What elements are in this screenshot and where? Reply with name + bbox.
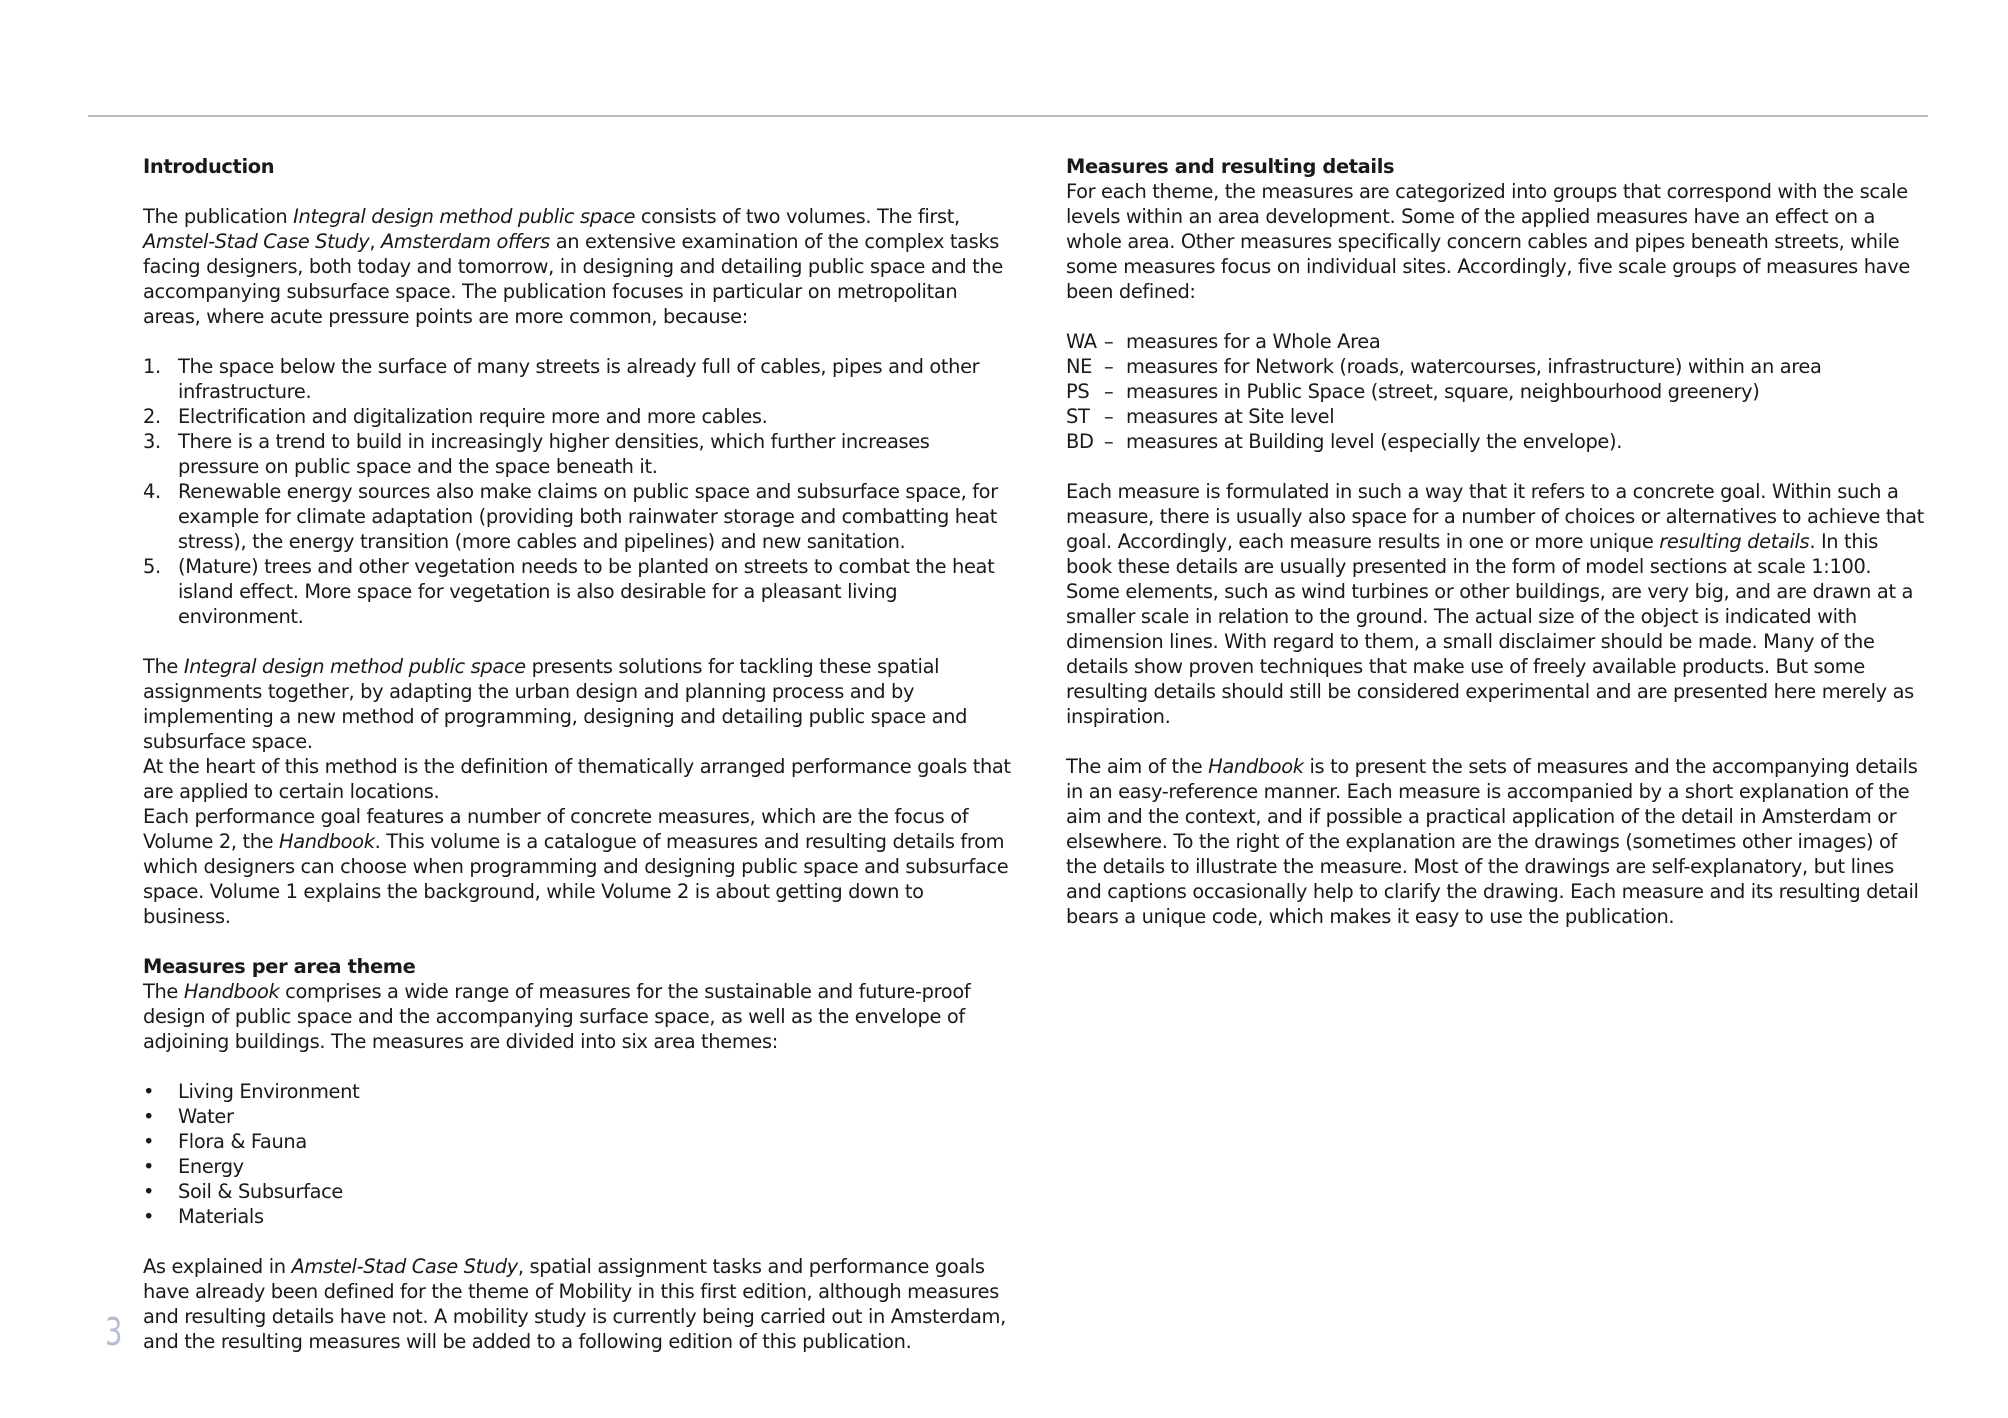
- list-item: 3. There is a trend to build in increasingly higher densities, which further increases pressure on public space and the space beneath it.: [143, 430, 930, 478]
- volume-paragraph: Each performance goal features a number of concrete measures, which are the focus of Volume 2, the Handbook. This volume is a catalogue of measures and resulting details from which designers can choose when programming and designing public space and subsurface space. Volume 1 explains the background, while Volume 2 is about getting down to business.: [143, 805, 1009, 928]
- list-item: 5. (Mature) trees and other vegetation needs to be planted on streets to combat the heat island effect. More space for vegetation is also desirable for a pleasant living environment.: [143, 555, 995, 628]
- left-column: [143, 154, 1013, 1354]
- scale-groups-list: [1066, 329, 1926, 454]
- list-item: • Living Environment: [143, 1080, 360, 1103]
- page-number: 3: [105, 1310, 123, 1354]
- header-rule: [88, 115, 1928, 117]
- list-item: WA – measures for a Whole Area: [1066, 330, 1381, 353]
- list-item: ST – measures at Site level: [1066, 405, 1335, 428]
- list-item: PS – measures in Public Space (street, square, neighbourhood greenery): [1066, 380, 1760, 403]
- list-item: • Soil & Subsurface: [143, 1180, 344, 1203]
- list-item: BD – measures at Building level (especially the envelope).: [1066, 430, 1623, 453]
- method-paragraph: The Integral design method public space presents solutions for tackling these spatial assignments together, by adapting the urban design and planning process and by implementing a new method of programming, designing and detailing public space and subsurface space.: [143, 655, 968, 753]
- right-column: [1066, 154, 1926, 929]
- area-themes-list: [143, 1079, 1013, 1229]
- measures-paragraph: For each theme, the measures are categorized into groups that correspond with the scale levels within an area development. Some of the applied measures have an effect on a whole area. Other measures specifically concern cables and pipes beneath streets, while some measures focus on individual sites. Accordingly, five scale groups of measures have been defined:: [1066, 180, 1910, 303]
- list-item: 2. Electrification and digitalization require more and more cables.: [143, 405, 768, 428]
- list-item: • Flora & Fauna: [143, 1130, 307, 1153]
- mobility-paragraph: As explained in Amstel-Stad Case Study, spatial assignment tasks and performance goals have already been defined for the theme of Mobility in this first edition, although measures and resulting details have not. A mobility study is currently being carried out in Amsterdam, and the resulting measures will be added to a following edition of this publication.: [143, 1255, 1006, 1353]
- list-item: 4. Renewable energy sources also make claims on public space and subsurface space, for example for climate adaptation (providing both rainwater storage and combatting heat stress), the energy transition (more cables and pipelines) and new sanitation.: [143, 480, 998, 553]
- handbook-aim-paragraph: The aim of the Handbook is to present the sets of measures and the accompanying details in an easy-reference manner. Each measure is accompanied by a short explanation of the aim and the context, and if possible a practical application of the detail in Amsterdam or elsewhere. To the right of the explanation are the drawings (sometimes other images) of the details to illustrate the measure. Most of the drawings are self-explanatory, but lines and captions occasionally help to clarify the drawing. Each measure and its resulting detail bears a unique code, which makes it easy to use the publication.: [1066, 755, 1919, 928]
- list-item: • Materials: [143, 1205, 264, 1228]
- list-item: • Water: [143, 1105, 234, 1128]
- list-item: • Energy: [143, 1155, 244, 1178]
- intro-paragraph: The publication Integral design method public space consists of two volumes. The first, Amstel-Stad Case Study, Amsterdam offers an extensive examination of the complex tasks facing designers, both today and tomorrow, in designing and detailing public space and the accompanying subsurface space. The publication focuses in particular on metropolitan areas, where acute pressure points are more common, because:: [143, 205, 1003, 328]
- measures-heading: Measures and resulting details: [1066, 155, 1395, 178]
- list-item: NE – measures for Network (roads, watercourses, infrastructure) within an area: [1066, 355, 1822, 378]
- pressure-points-list: [143, 354, 1013, 629]
- introduction-heading: Introduction: [143, 155, 275, 178]
- performance-goals-paragraph: At the heart of this method is the definition of thematically arranged performance goals that are applied to certain locations.: [143, 755, 1011, 803]
- area-theme-heading: Measures per area theme: [143, 955, 416, 978]
- resulting-details-paragraph: Each measure is formulated in such a way that it refers to a concrete goal. Within such a measure, there is usually also space for a number of choices or alternatives to achieve that goal. Accordingly, each measure results in one or more unique resulting details. In this book these details are usually presented in the form of model sections at scale 1:100. Some elements, such as wind turbines or other buildings, are very big, and are drawn at a smaller scale in relation to the ground. The actual size of the object is indicated with dimension lines. With regard to them, a small disclaimer should be made. Many of the details show proven techniques that make use of freely available products. But some resulting details should still be considered experimental and are presented here merely as inspiration.: [1066, 480, 1924, 728]
- handbook-paragraph: The Handbook comprises a wide range of measures for the sustainable and future-proof design of public space and the accompanying surface space, as well as the envelope of adjoining buildings. The measures are divided into six area themes:: [143, 980, 971, 1053]
- list-item: 1. The space below the surface of many streets is already full of cables, pipes and other infrastructure.: [143, 355, 980, 403]
